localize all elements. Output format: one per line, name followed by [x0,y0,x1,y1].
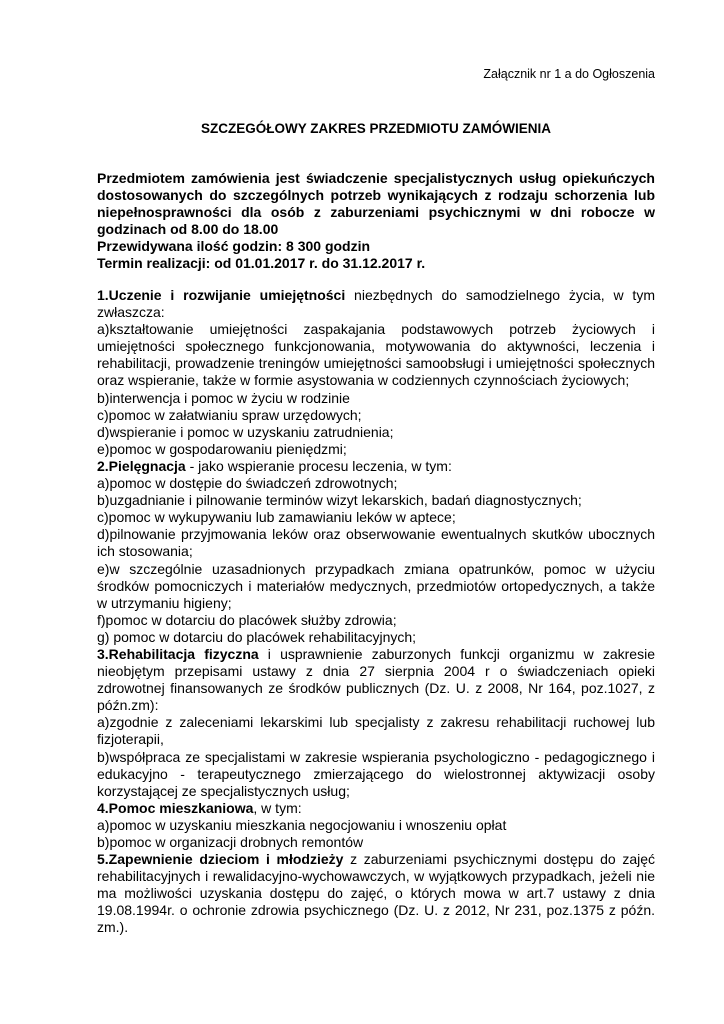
section-description: i usprawnienie zaburzonych funkcji organizmu w zakresie nieobjętym przepisami ustawy z dnia 27 sierpnia 2004 r o świadczeniach opieki zdrowotnej finansowanych ze środków publicznych (Dz. U. z 2008, Nr 164, poz.1027, z późn.zm): [97,645,655,714]
list-item: f)pomoc w dotarciu do placówek służby zdrowia; [97,611,397,628]
document-page [97,66,655,937]
list-item: a)kształtowanie umiejętności zaspakajania podstawowych potrzeb życiowych i umiejętności społecznego funkcjonowania, motywowania do aktywności, leczenia i rehabilitacji, prowadzenie treningów umiejętności samoobsługi i umiejętności społecznych oraz wspieranie, także w formie asystowania w codziennych czynnościach życiowych; [97,321,655,389]
section-title: 2.Pielęgnacja [97,457,186,474]
list-item: a)pomoc w uzyskaniu mieszkania negocjowaniu i wnoszeniu opłat [97,816,507,833]
list-item: a)zgodnie z zaleceniami lekarskimi lub specjalisty z zakresu rehabilitacji ruchowej lub fizjoterapii, [97,714,655,748]
order-term: Termin realizacji: od 01.01.2017 r. do 31.12.2017 r. [97,255,426,271]
list-item: b)uzgadnianie i pilnowanie terminów wizyt lekarskich, badań diagnostycznych; [97,492,582,509]
section-heading [97,458,655,475]
order-hours: Przewidywana ilość godzin: 8 300 godzin [97,238,371,254]
annex-note: Załącznik nr 1 a do Ogłoszenia [483,67,655,81]
list-item: b)interwencja i pomoc w życiu w rodzinie [97,389,350,406]
list-item: g) pomoc w dotarciu do placówek rehabilitacyjnych; [97,628,417,645]
section-heading [97,287,655,321]
order-summary [97,170,655,272]
section-title: 3.Rehabilitacja fizyczna [97,645,259,662]
section-heading [97,800,655,817]
section-title: 4.Pomoc mieszkaniowa [97,799,254,816]
section-description: niezbędnych do samodzielnego życia, w tym zwłaszcza: [97,287,655,321]
section-description: , w tym: [253,799,302,816]
order-subject: Przedmiotem zamówienia jest świadczenie specjalistycznych usług opiekuńczych dostosowanych do szczególnych potrzeb wynikających z rodzaju schorzenia lub niepełnosprawności dla osób z zaburzeniami psychicznymi w dni robocze w godzinach od 8.00 do 18.00 [97,170,655,237]
list-item: c)pomoc w wykupywaniu lub zamawianiu leków w aptece; [97,509,456,526]
list-item: d)pilnowanie przyjmowania leków oraz obserwowanie ewentualnych skutków ubocznych ich stosowania; [97,526,655,560]
list-item: a)pomoc w dostępie do świadczeń zdrowotnych; [97,475,398,492]
section-description: z zaburzeniami psychicznymi dostępu do zajęć rehabilitacyjnych i rewalidacyjno-wychowawczych, w wyjątkowych przypadkach, jeżeli nie ma możliwości uzyskania dostępu do zajęć, o których mowa w art.7 ustawy z dnia 19.08.1994r. o ochronie zdrowia psychicznego (Dz. U. z 2012, Nr 231, poz.1375 z późn. zm.). [97,851,655,936]
list-item: e)pomoc w gospodarowaniu pieniędzmi; [97,440,347,457]
list-item: d)wspieranie i pomoc w uzyskaniu zatrudnienia; [97,423,394,440]
section-title: 1.Uczenie i rozwijanie umiejętności [97,287,346,303]
document-title: SZCZEGÓŁOWY ZAKRES PRZEDMIOTU ZAMÓWIENIA [201,121,551,136]
list-item: b)współpraca ze specjalistami w zakresie wspierania psychologiczno - pedagogicznego i edukacyjno - terapeutycznego zmierzającego do wielostronnej aktywizacji osoby korzystającej ze specjalistycznych usług; [97,748,655,799]
section-heading [97,851,655,936]
section-description: - jako wspieranie procesu leczenia, w tym: [185,457,452,474]
section-heading [97,646,655,714]
list-item: e)w szczególnie uzasadnionych przypadkach zmiana opatrunków, pomoc w użyciu środków pomocniczych i materiałów medycznych, przedmiotów ortopedycznych, a także w utrzymaniu higieny; [97,560,655,611]
scope-sections [97,287,655,937]
list-item: b)pomoc w organizacji drobnych remontów [97,834,364,850]
list-item: c)pomoc w załatwianiu spraw urzędowych; [97,406,362,423]
section-title: 5.Zapewnienie dzieciom i młodzieży [97,851,344,868]
